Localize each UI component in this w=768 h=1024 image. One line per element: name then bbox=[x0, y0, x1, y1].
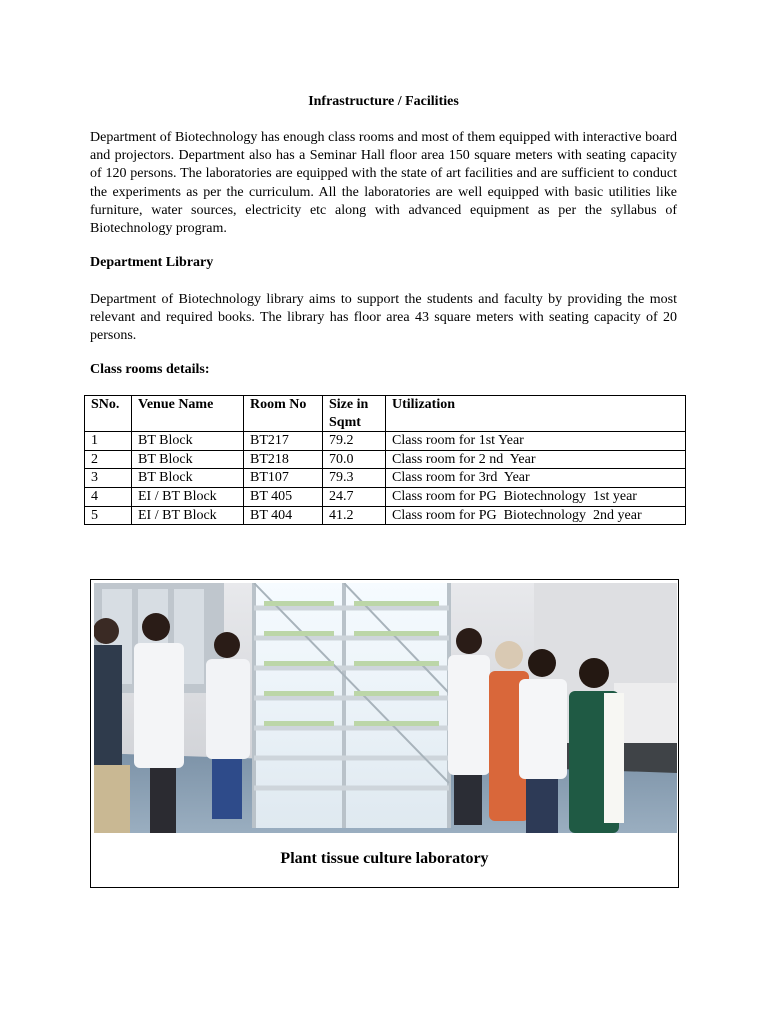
cell-venue: EI / BT Block bbox=[132, 487, 244, 506]
cell-utilization: Class room for PG Biotechnology 1st year bbox=[386, 487, 686, 506]
cell-venue: EI / BT Block bbox=[132, 506, 244, 525]
cell-utilization: Class room for 1st Year bbox=[386, 432, 686, 451]
cell-sno: 1 bbox=[85, 432, 132, 451]
table-row bbox=[85, 469, 686, 488]
table-header-row bbox=[85, 396, 686, 432]
cell-sno: 5 bbox=[85, 506, 132, 525]
cell-size: 79.2 bbox=[323, 432, 386, 451]
cell-sno: 2 bbox=[85, 450, 132, 469]
cell-sno: 3 bbox=[85, 469, 132, 488]
col-header-room: Room No bbox=[244, 396, 323, 432]
table-row bbox=[85, 432, 686, 451]
cell-venue: BT Block bbox=[132, 432, 244, 451]
lab-photo bbox=[94, 583, 677, 833]
cell-venue: BT Block bbox=[132, 469, 244, 488]
cell-sno: 4 bbox=[85, 487, 132, 506]
table-row bbox=[85, 450, 686, 469]
cell-room: BT107 bbox=[244, 469, 323, 488]
cell-size: 79.3 bbox=[323, 469, 386, 488]
photo-frame bbox=[90, 579, 679, 888]
lab-photo-illustration bbox=[94, 583, 677, 833]
library-paragraph: Department of Biotechnology library aims to support the students and faculty by providing the most relevant and required books. The library has floor area 43 square meters with seating capacity of 20 persons. bbox=[90, 292, 677, 344]
table-row bbox=[85, 487, 686, 506]
classrooms-heading: Class rooms details: bbox=[90, 362, 210, 377]
cell-room: BT 405 bbox=[244, 487, 323, 506]
cell-utilization: Class room for 3rd Year bbox=[386, 469, 686, 488]
cell-size: 41.2 bbox=[323, 506, 386, 525]
cell-utilization: Class room for 2 nd Year bbox=[386, 450, 686, 469]
cell-room: BT 404 bbox=[244, 506, 323, 525]
col-header-size: Size in Sqmt bbox=[323, 396, 386, 432]
col-header-utilization: Utilization bbox=[386, 396, 686, 432]
library-heading: Department Library bbox=[90, 255, 214, 270]
cell-utilization: Class room for PG Biotechnology 2nd year bbox=[386, 506, 686, 525]
cell-room: BT217 bbox=[244, 432, 323, 451]
col-header-venue: Venue Name bbox=[132, 396, 244, 432]
cell-size: 70.0 bbox=[323, 450, 386, 469]
cell-room: BT218 bbox=[244, 450, 323, 469]
intro-paragraph: Department of Biotechnology has enough class rooms and most of them equipped with interactive board and projectors. Department also has a Seminar Hall floor area 150 square meters with seating capacity of 120 persons. The laboratories are equipped with the state of art facilities and are sufficient to conduct the experiments as per the curriculum. All the laboratories are well equipped with basic utilities like furniture, water sources, electricity etc along with advanced equipment as per the syllabus of Biotechnology program. bbox=[90, 130, 677, 237]
table-row bbox=[85, 506, 686, 525]
cell-size: 24.7 bbox=[323, 487, 386, 506]
page-title: Infrastructure / Facilities bbox=[308, 94, 459, 109]
classrooms-table bbox=[84, 395, 686, 525]
cell-venue: BT Block bbox=[132, 450, 244, 469]
photo-caption: Plant tissue culture laboratory bbox=[280, 850, 489, 867]
col-header-sno: SNo. bbox=[85, 396, 132, 432]
